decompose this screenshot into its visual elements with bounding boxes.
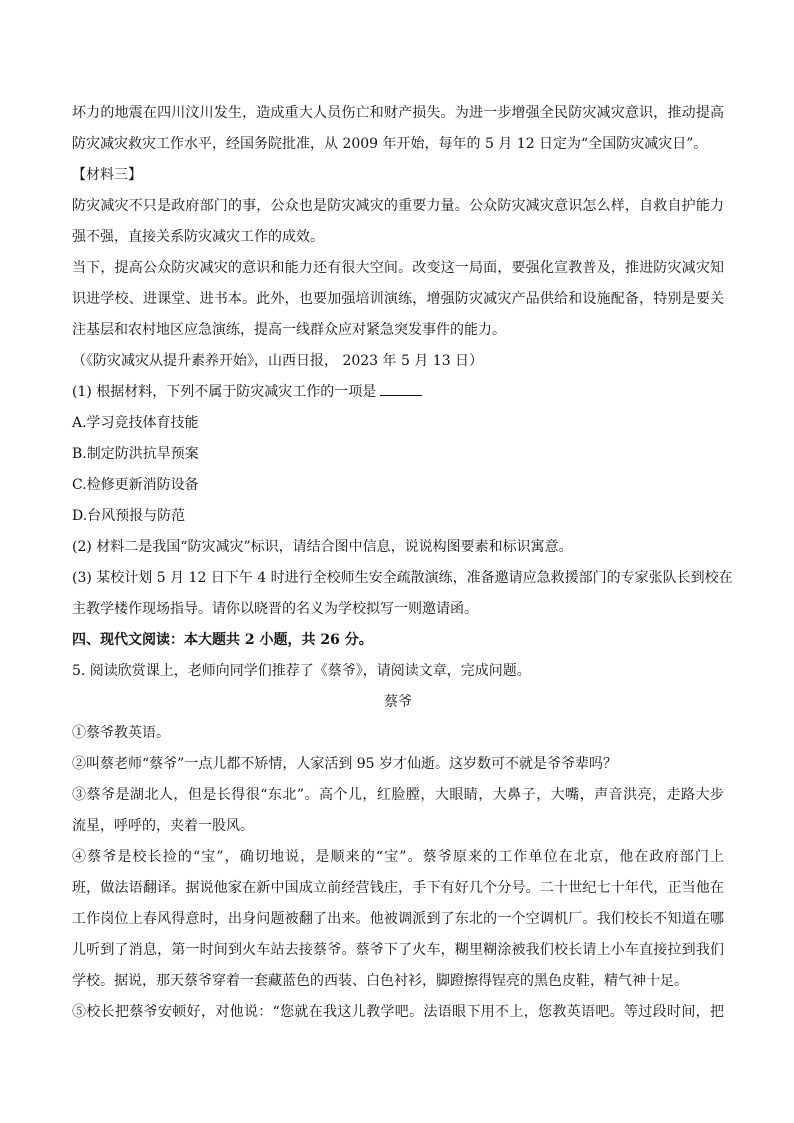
article-paragraph: 儿听到了消息，第一时间到火车站去接蔡爷。蔡爷下了火车，糊里糊涂被我们校长请上小车直接拉到我们 (72, 942, 724, 958)
material-heading: 【材料三】 (72, 167, 142, 183)
paragraph-line: 识进学校、进课堂、进书本。此外，也要加强培训演练，增强防灾减灾产品供给和设施配备，特别是要关 (72, 291, 724, 307)
article-paragraph: ⑤校长把蔡爷安顿好，对他说：“您就在我这儿教学吧。法语眼下用不上，您教英语吧。等过段时间，把 (72, 1004, 724, 1020)
article-paragraph: ②叫蔡老师“蔡爷”一点儿都不矫情，人家活到 95 岁才仙逝。这岁数可不就是爷爷辈吗？ (72, 756, 618, 772)
article-paragraph: ③蔡爷是湖北人，但是长得很“东北”。高个儿，红脸膛，大眼睛，大鼻子，大嘴，声音洪亮，走路大步 (72, 787, 724, 803)
article-paragraph: 学校。据说，那天蔡爷穿着一套藏蓝色的西装、白色衬衫，脚蹬擦得锃亮的黑色皮鞋，精气神十足。 (72, 973, 688, 989)
question-5-intro: 5. 阅读欣赏课上，老师向同学们推荐了《蔡爷》，请阅读文章，完成问题。 (72, 663, 531, 679)
article-paragraph: 工作岗位上春风得意时，出身问题被翻了出来。他被调派到了东北的一个空调机厂。我们校长不知道在哪 (72, 911, 724, 927)
paragraph-line: 防灾减灾不只是政府部门的事，公众也是防灾减灾的重要力量。公众防灾减灾意识怎么样，自救自护能力 (72, 198, 724, 214)
source-citation: （《防灾减灾从提升素养开始》，山西日报， 2023 年 5 月 13 日） (72, 353, 484, 369)
document-page (72, 98, 733, 1028)
section-heading: 四、现代文阅读：本大题共 2 小题，共 26 分。 (72, 632, 373, 648)
paragraph-line: 强不强，直接关系防灾减灾工作的成效。 (72, 229, 324, 245)
article-title: 蔡爷 (384, 694, 412, 710)
option-c: C.检修更新消防设备 (72, 477, 199, 493)
paragraph-line: 坏力的地震在四川汶川发生，造成重大人员伤亡和财产损失。为进一步增强全民防灾减灾意识，推动提高 (72, 105, 724, 121)
question-3-continued: 主教学楼作现场指导。请你以晓晋的名义为学校拟写一则邀请函。 (72, 601, 478, 617)
option-b: B.制定防洪抗旱预案 (72, 446, 199, 462)
article-paragraph: 流星，呼呼的，夹着一股风。 (72, 818, 254, 834)
article-paragraph: ①蔡爷教英语。 (72, 725, 170, 741)
question-2: (2) 材料二是我国“防灾减灾”标识，请结合图中信息，说说构图要素和标识寓意。 (72, 539, 573, 555)
answer-blank[interactable] (380, 383, 422, 396)
question-1-text: (1) 根据材料，下列不属于防灾减灾工作的一项是 (72, 384, 377, 400)
article-paragraph: 班，做法语翻译。据说他家在新中国成立前经营钱庄，手下有好几个分号。二十世纪七十年代，正当他在 (72, 880, 724, 896)
option-a: A.学习竞技体育技能 (72, 415, 199, 431)
question-1 (72, 377, 724, 408)
article-paragraph: ④蔡爷是校长捡的“宝”，确切地说，是顺来的“宝”。蔡爷原来的工作单位在北京，他在政府部门上 (72, 849, 724, 865)
option-d: D.台风预报与防范 (72, 508, 186, 524)
paragraph-line: 防灾减灾救灾工作水平，经国务院批准，从 2009 年开始，每年的 5 月 12 日定为“全国防灾减灾日”。 (72, 136, 708, 152)
question-3: (3) 某校计划 5 月 12 日下午 4 时进行全校师生安全疏散演练，准备邀请应急救援部门的专家张队长到校在 (72, 570, 733, 586)
paragraph-line: 当下，提高公众防灾减灾的意识和能力还有很大空间。改变这一局面，要强化宣教普及，推进防灾减灾知 (72, 260, 724, 276)
paragraph-line: 注基层和农村地区应急演练，提高一线群众应对紧急突发事件的能力。 (72, 322, 506, 338)
